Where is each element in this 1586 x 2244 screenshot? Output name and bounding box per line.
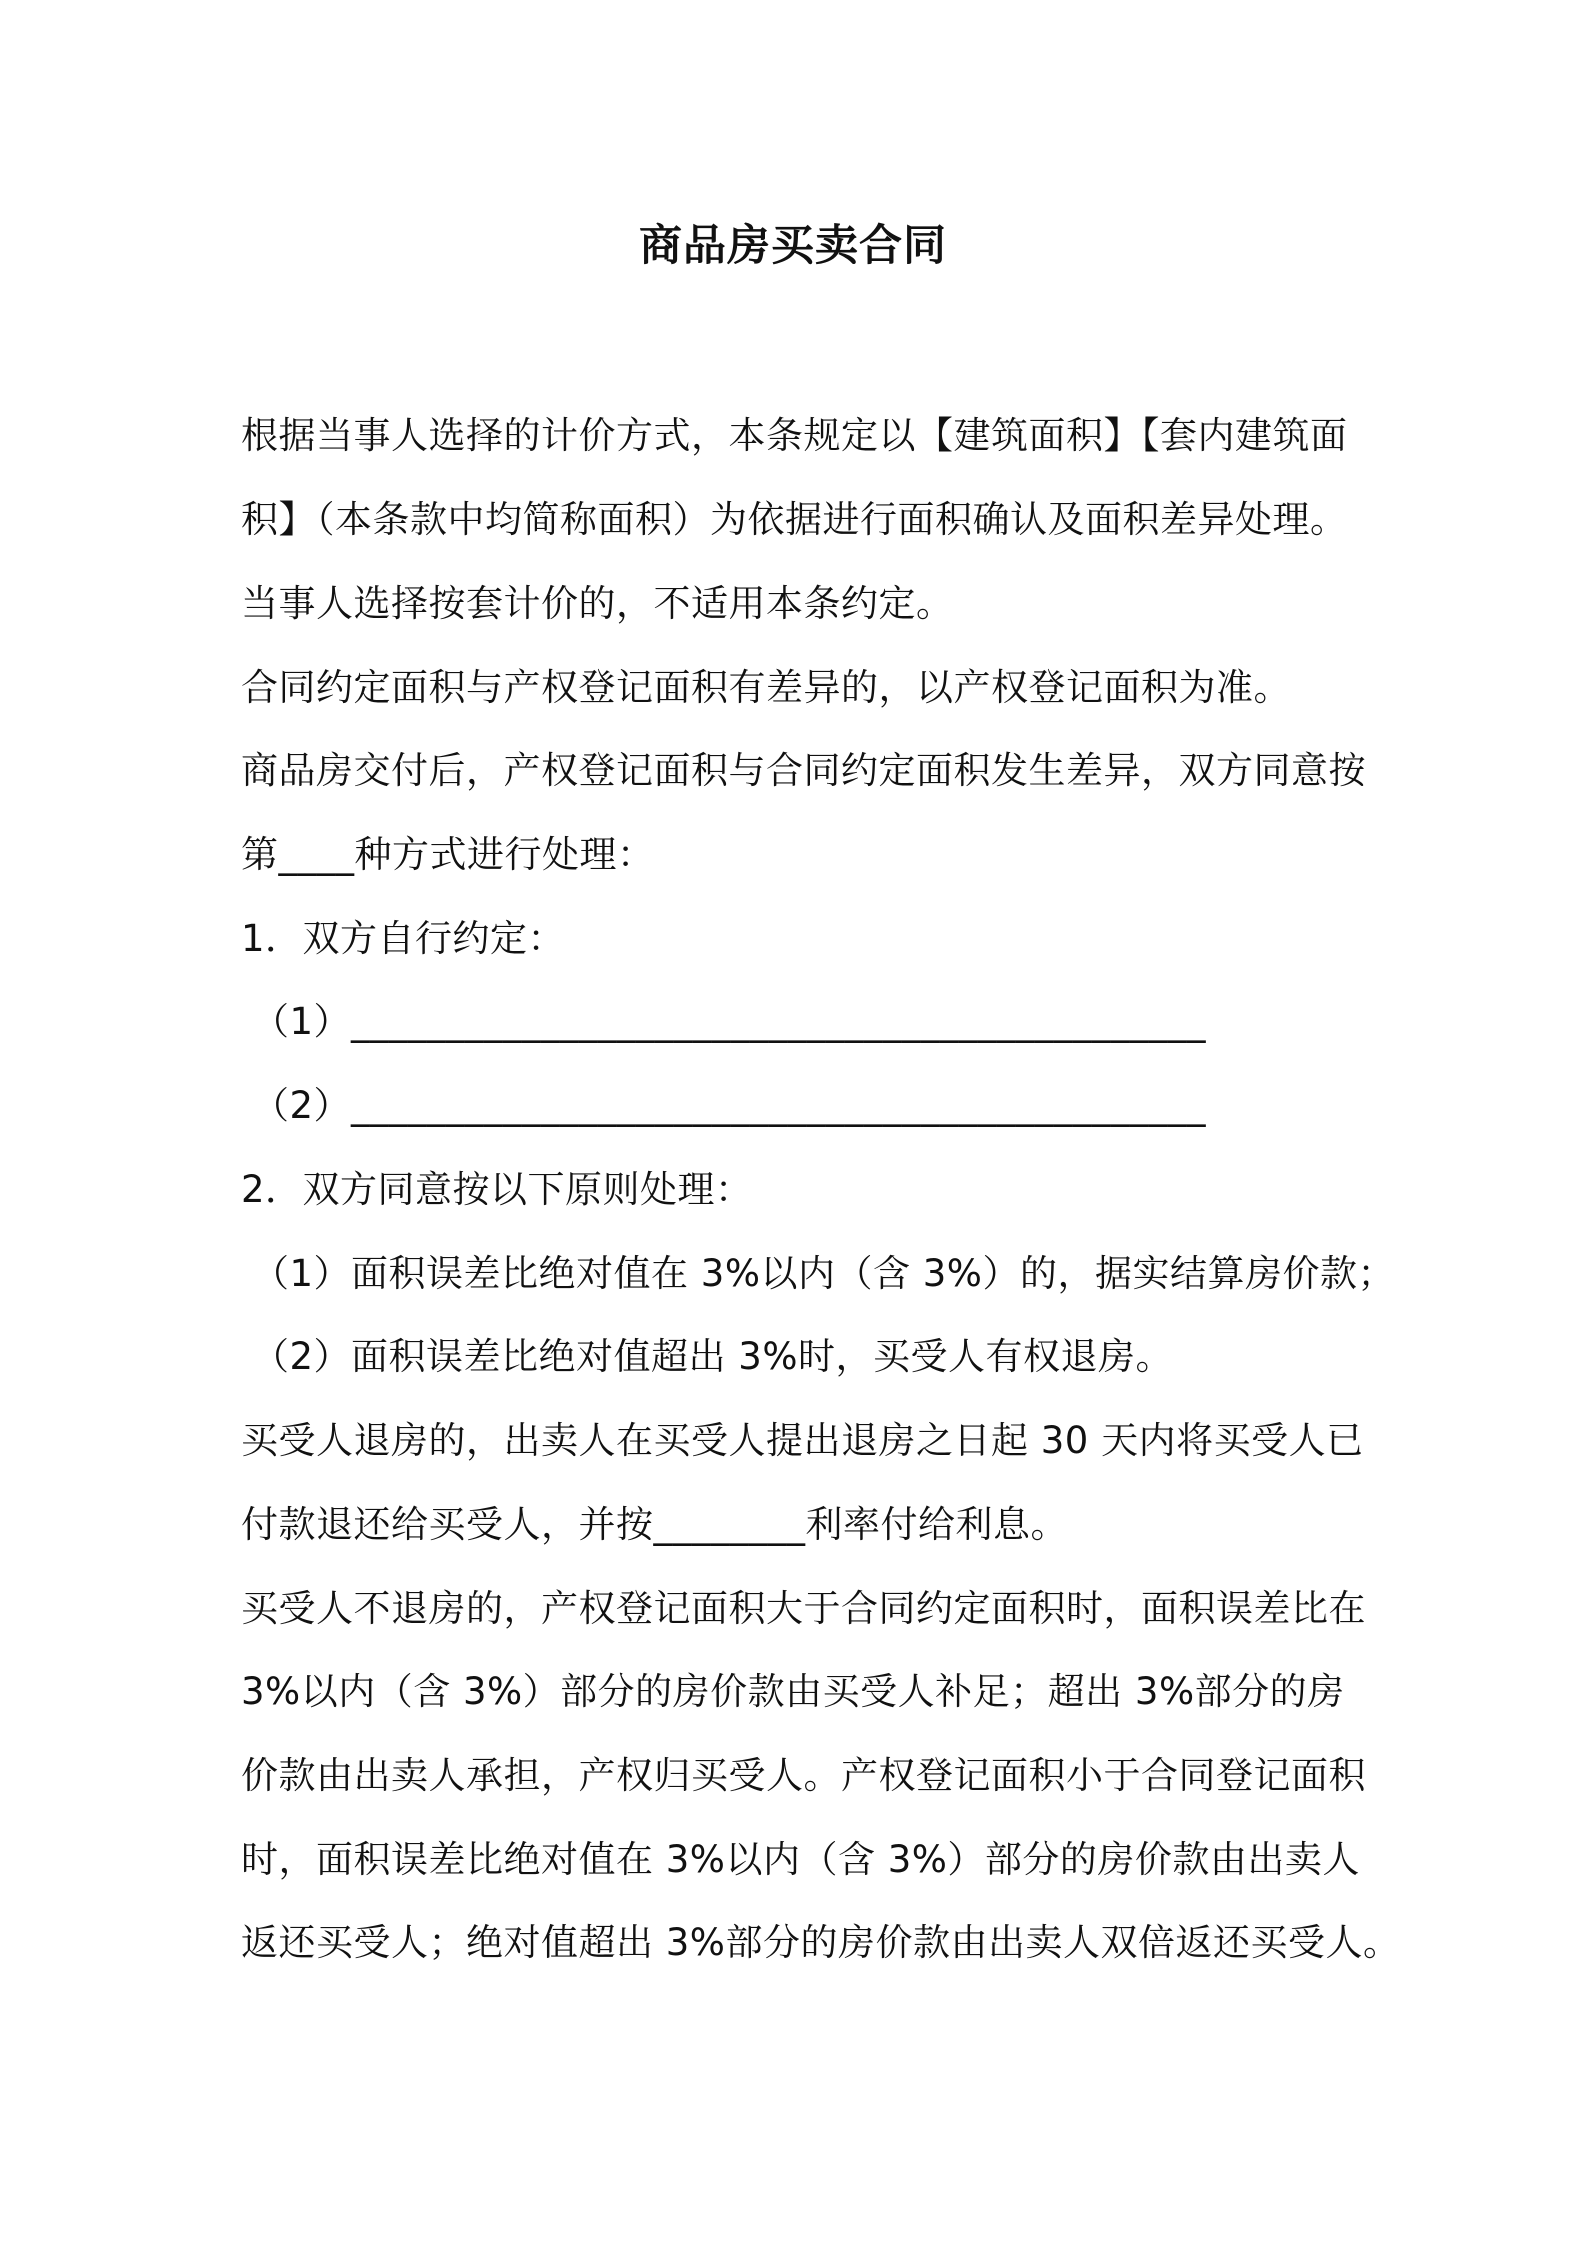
paragraph-line: 买受人不退房的，产权登记面积大于合同约定面积时，面积误差比在	[241, 1587, 1366, 1630]
list-item: （2）面积误差比绝对值超出 3%时，买受人有权退房。	[252, 1335, 1173, 1378]
list-heading: 2．双方同意按以下原则处理：	[241, 1168, 753, 1211]
paragraph-line: 第____种方式进行处理：	[241, 833, 655, 876]
paragraph-line: 根据当事人选择的计价方式，本条规定以【建筑面积】【套内建筑面	[241, 414, 1348, 457]
paragraph-line: 价款由出卖人承担，产权归买受人。产权登记面积小于合同登记面积	[241, 1754, 1366, 1797]
paragraph-line: 时，面积误差比绝对值在 3%以内（含 3%）部分的房价款由出卖人	[241, 1838, 1360, 1881]
paragraph-line: 3%以内（含 3%）部分的房价款由买受人补足；超出 3%部分的房	[241, 1670, 1345, 1713]
paragraph-line: 合同约定面积与产权登记面积有差异的，以产权登记面积为准。	[241, 666, 1291, 709]
blank-clause-line: （1）_____________________________________________	[252, 1000, 1207, 1043]
paragraph-line: 当事人选择按套计价的，不适用本条约定。	[241, 582, 954, 625]
paragraph-line: 付款退还给买受人，并按________利率付给利息。	[241, 1503, 1068, 1546]
paragraph-line: 商品房交付后，产权登记面积与合同约定面积发生差异，双方同意按	[241, 749, 1366, 792]
paragraph-line: 买受人退房的，出卖人在买受人提出退房之日起 30 天内将买受人已	[241, 1419, 1364, 1462]
list-item: （1）面积误差比绝对值在 3%以内（含 3%）的，据实结算房价款；	[252, 1252, 1395, 1295]
paragraph-line: 积】（本条款中均简称面积）为依据进行面积确认及面积差异处理。	[241, 498, 1348, 541]
paragraph-line: 返还买受人；绝对值超出 3%部分的房价款由出卖人双倍返还买受人。	[241, 1921, 1401, 1964]
document-title: 商品房买卖合同	[639, 221, 947, 271]
blank-clause-line: （2）_____________________________________________	[252, 1084, 1207, 1127]
list-heading: 1．双方自行约定：	[241, 917, 566, 960]
